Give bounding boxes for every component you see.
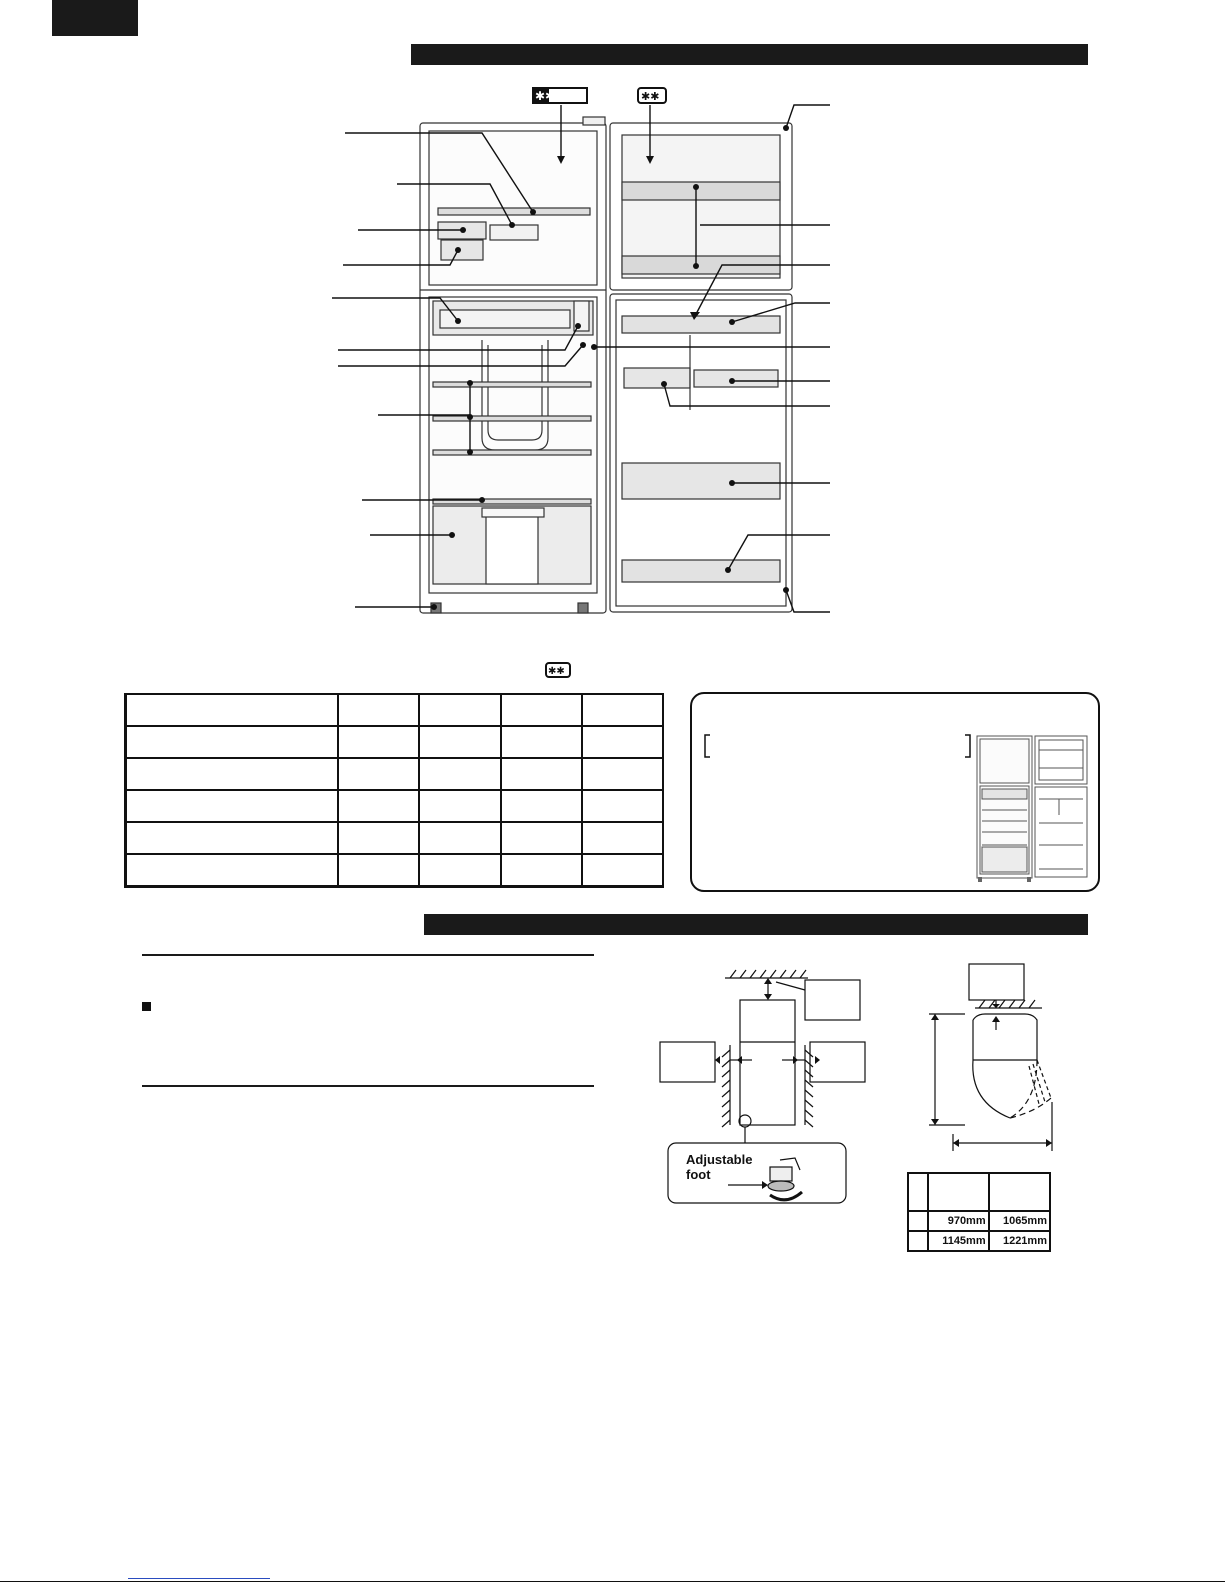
dimensions-table: [907, 1172, 1051, 1252]
svg-text:✱✱: ✱✱: [641, 90, 660, 103]
table-cell: 1221mm: [989, 1231, 1050, 1251]
info-box-bracket: [700, 733, 975, 759]
svg-text:✱✱: ✱✱: [548, 666, 565, 677]
door-swing-diagram: [925, 962, 1065, 1157]
specification-table: [124, 693, 664, 888]
small-fridge-illustration: [975, 735, 1090, 883]
table-cell: [908, 1173, 928, 1211]
foot-label-line2: foot: [686, 1167, 711, 1182]
legend-rating-badge: [545, 662, 571, 678]
table-row: [126, 758, 664, 790]
table-cell: [908, 1231, 928, 1251]
section-heading-bar: [424, 914, 1088, 935]
table-row: [908, 1173, 1050, 1211]
table-cell: [989, 1173, 1050, 1211]
table-row: [908, 1231, 1050, 1251]
table-cell: 1145mm: [928, 1231, 989, 1251]
table-cell: [908, 1211, 928, 1231]
table-cell: [928, 1173, 989, 1211]
table-cell: 970mm: [928, 1211, 989, 1231]
divider-line: [142, 954, 594, 956]
footer-link-underline: [128, 1578, 270, 1579]
installation-clearance-diagram: [650, 960, 880, 1210]
table-row: [908, 1211, 1050, 1231]
table-row: [126, 790, 664, 822]
refrigerator-parts-diagram: [0, 0, 1225, 660]
footer-rule: [0, 1581, 1225, 1582]
table-row: [126, 694, 664, 726]
bullet-square: [142, 1002, 151, 1011]
svg-text:✱✱✱✱: ✱✱✱✱: [535, 89, 576, 103]
freezer-rating-badge: [532, 87, 588, 104]
foot-label-line1: Adjustable: [686, 1152, 753, 1167]
table-row: [126, 726, 664, 758]
table-row: [126, 854, 664, 886]
divider-line: [142, 1085, 594, 1087]
compartment-rating-badge: [637, 87, 667, 104]
table-row: [126, 822, 664, 854]
adjustable-foot-label: [686, 1152, 752, 1182]
table-cell: 1065mm: [989, 1211, 1050, 1231]
